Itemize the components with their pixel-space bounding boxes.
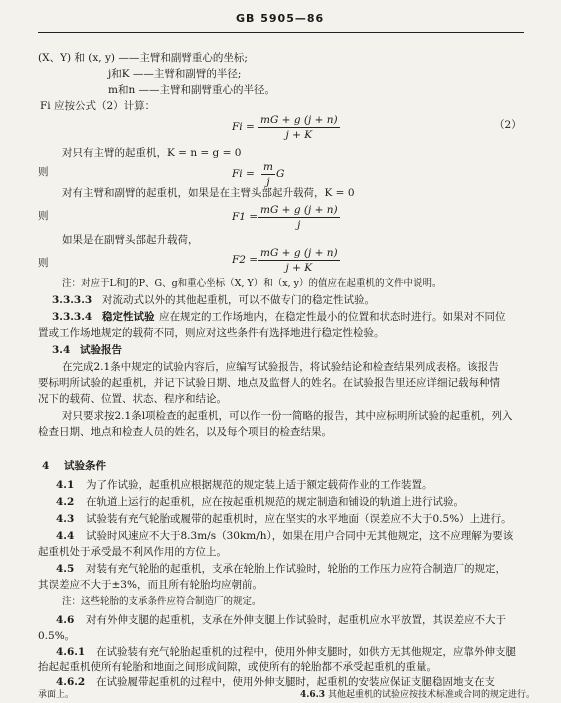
case-description: 对有主臂和副臂的起重机，如果是在主臂头部起升载荷，K = 0 — [62, 187, 355, 199]
section-number: 3.4 — [52, 344, 71, 356]
formula-fraction — [258, 247, 340, 274]
formula-denominator: j + K — [285, 129, 313, 141]
clause-number: 3.3.3.3 — [52, 294, 93, 306]
paragraph-line: 况下的载荷、位置、状态、程序和结论。 — [38, 393, 227, 405]
definition-line: (X、Y) 和 (x, y) ——主臂和副臂重心的坐标; — [38, 52, 248, 64]
clause-text: 试验时风速应不大于8.3m/s（30km/h），如果在用户合同中无其他规定，这不应理解为要该 — [86, 530, 514, 542]
fuel-clause: 燃油箱应充满到 1/3 — 2/3 。冷却液、润滑油和液压油应按供方规定装至工作水平面。 — [60, 0, 368, 9]
formula-lhs: Fi = — [232, 168, 255, 180]
note: 注：这些轮胎的支承条件应符合制造厂的规定。 — [62, 596, 262, 607]
clause-text: 试验装有充气轮胎或履带的起重机时，应在坚实的水平地面（误差应不大于0.5%）上进行。 — [86, 513, 512, 525]
formula-denominator: j + K — [285, 262, 313, 274]
formula-numerator: mG + g (j + n) — [260, 114, 338, 126]
clause-number: 4.6.1 — [56, 646, 86, 658]
clause-keyword: 稳定性试验 — [102, 311, 155, 323]
formula-numerator: mG + g (j + n) — [260, 247, 338, 259]
clause-number: 4.7 — [38, 0, 52, 10]
clause-text: 为了作试验，起重机应根据规范的规定装上适于额定载荷作业的工作装置。 — [86, 479, 433, 491]
clause-text: 其误差应不大于±3%，而且所有轮胎均应朝前。 — [38, 579, 263, 591]
formula-intro: Fi 应按公式（2）计算： — [40, 100, 156, 112]
clause-number: 4.6.3 — [300, 690, 326, 700]
definition-line: m和n ——主臂和副臂重心的半径。 — [108, 84, 276, 96]
clause-number: 4.1 — [56, 479, 75, 491]
clause-number: 4.5 — [56, 563, 75, 575]
note: 注：对应于L和J的P、G、g和重心坐标（X, Y）和（x, y）的值应在起重机的文件中说明。 — [62, 278, 442, 289]
clause-text: 其他起重机的试验应按技术标准或合同的规定进行。 — [328, 690, 536, 700]
section-title: 试验报告 — [80, 344, 122, 356]
clause-number: 4.3 — [56, 513, 75, 525]
clause-text: 对有外伸支腿的起重机，支承在外伸支腿上作试验时，起重机应水平放置，其误差应不大于 — [86, 614, 506, 626]
clause-number: 3.3.3.4 — [52, 311, 93, 323]
formula-numerator: m — [263, 161, 273, 173]
clause-text: 在轨道上运行的起重机，应在按起重机规范的规定制造和铺设的轨道上进行试验。 — [86, 496, 464, 508]
paragraph-line: 要标明所试验的起重机，并记下试验日期、地点及监督人的姓名。在试验报告里还应详细记载每种情 — [38, 377, 500, 389]
then-label: 则 — [38, 257, 49, 269]
formula-denominator: j — [266, 176, 270, 188]
formula-numerator: mG + g (j + n) — [260, 204, 338, 216]
clause-number: 4.4 — [56, 530, 75, 542]
clause-number: 4.6.2 — [56, 676, 86, 688]
paragraph-line: 在完成2.1条中规定的试验内容后，应编写试验报告，将试验结论和检查结果列成表格。该报告 — [62, 361, 499, 373]
formula-number: （2） — [494, 119, 522, 131]
header-rule — [38, 32, 524, 33]
standard-code-header: GB 5905—86 — [236, 12, 325, 25]
clause-text: 应在规定的工作场地内，在稳定性最小的位置和状态时进行。如果对不同位 — [159, 311, 506, 323]
clause-text: 0.5%。 — [38, 630, 76, 642]
case-description: 对只有主臂的起重机，K = n = g = 0 — [62, 147, 242, 159]
case-description: 如果是在副臂头部起升载荷， — [62, 234, 199, 246]
section-number: 4 — [42, 460, 50, 472]
formula-fraction — [261, 161, 275, 188]
paragraph-line: 检查日期、地点和检查人员的姓名，以及每个项目的检查结果。 — [38, 426, 332, 438]
clause-number: 4.6 — [56, 614, 75, 626]
clause-text: 。冷却液、润滑油和液压油应按供方规定装至工作水平面。 — [159, 0, 368, 9]
fraction-two-thirds: 2/3 — [144, 0, 158, 9]
clause-text: 起重机处于承受最不利风作用的方位上。 — [38, 546, 227, 558]
formula-fraction — [258, 114, 340, 141]
formula-denominator: j — [297, 219, 301, 231]
clause-text: 对装有充气轮胎的起重机，支承在轮胎上作试验时，轮胎的工作压力应符合制造厂的规定， — [86, 563, 506, 575]
fraction-one-third: 1/3 — [118, 0, 132, 9]
then-label: 则 — [38, 210, 49, 222]
formula-lhs: F1 = — [232, 211, 259, 223]
formula-fraction — [258, 204, 340, 231]
clause-text: 在试验履带起重机的过程中，使用外伸支腿时，起重机的安装应保证支腿稳固地支在支 — [96, 676, 495, 688]
clause-text: 抬起起重机使所有轮胎和地面之间形成间隙，或使所有的轮胎都不承受起重机的重量。 — [38, 661, 437, 673]
clause-number: 4.2 — [56, 496, 75, 508]
formula-tail: G — [276, 168, 285, 180]
then-label: 则 — [38, 166, 49, 178]
clause-text: 燃油箱应充满到 — [60, 0, 116, 9]
clause-text: 在试验装有充气轮胎起重机的过程中，使用外伸支腿时，如供方无其他规定，应靠外伸支腿 — [96, 646, 516, 658]
section-title: 试验条件 — [64, 460, 106, 472]
clause-text: 对流动式以外的其他起重机，可以不做专门的稳定性试验。 — [102, 294, 375, 306]
clause-text: 承面上。 — [38, 690, 75, 700]
paragraph-line: 对只要求按2.1条l项检查的起重机，可以作一份一简略的报告，其中应标明所试验的起重机，列入 — [62, 410, 513, 422]
definition-line: j和K ——主臂和副臂的半径; — [108, 68, 242, 80]
formula-lhs: Fi = — [232, 121, 255, 133]
clause-text: 置或工作场地规定的载荷不同，则应对这些条件有选择地进行稳定性检验。 — [38, 327, 385, 339]
formula-lhs: F2 = — [232, 254, 259, 266]
